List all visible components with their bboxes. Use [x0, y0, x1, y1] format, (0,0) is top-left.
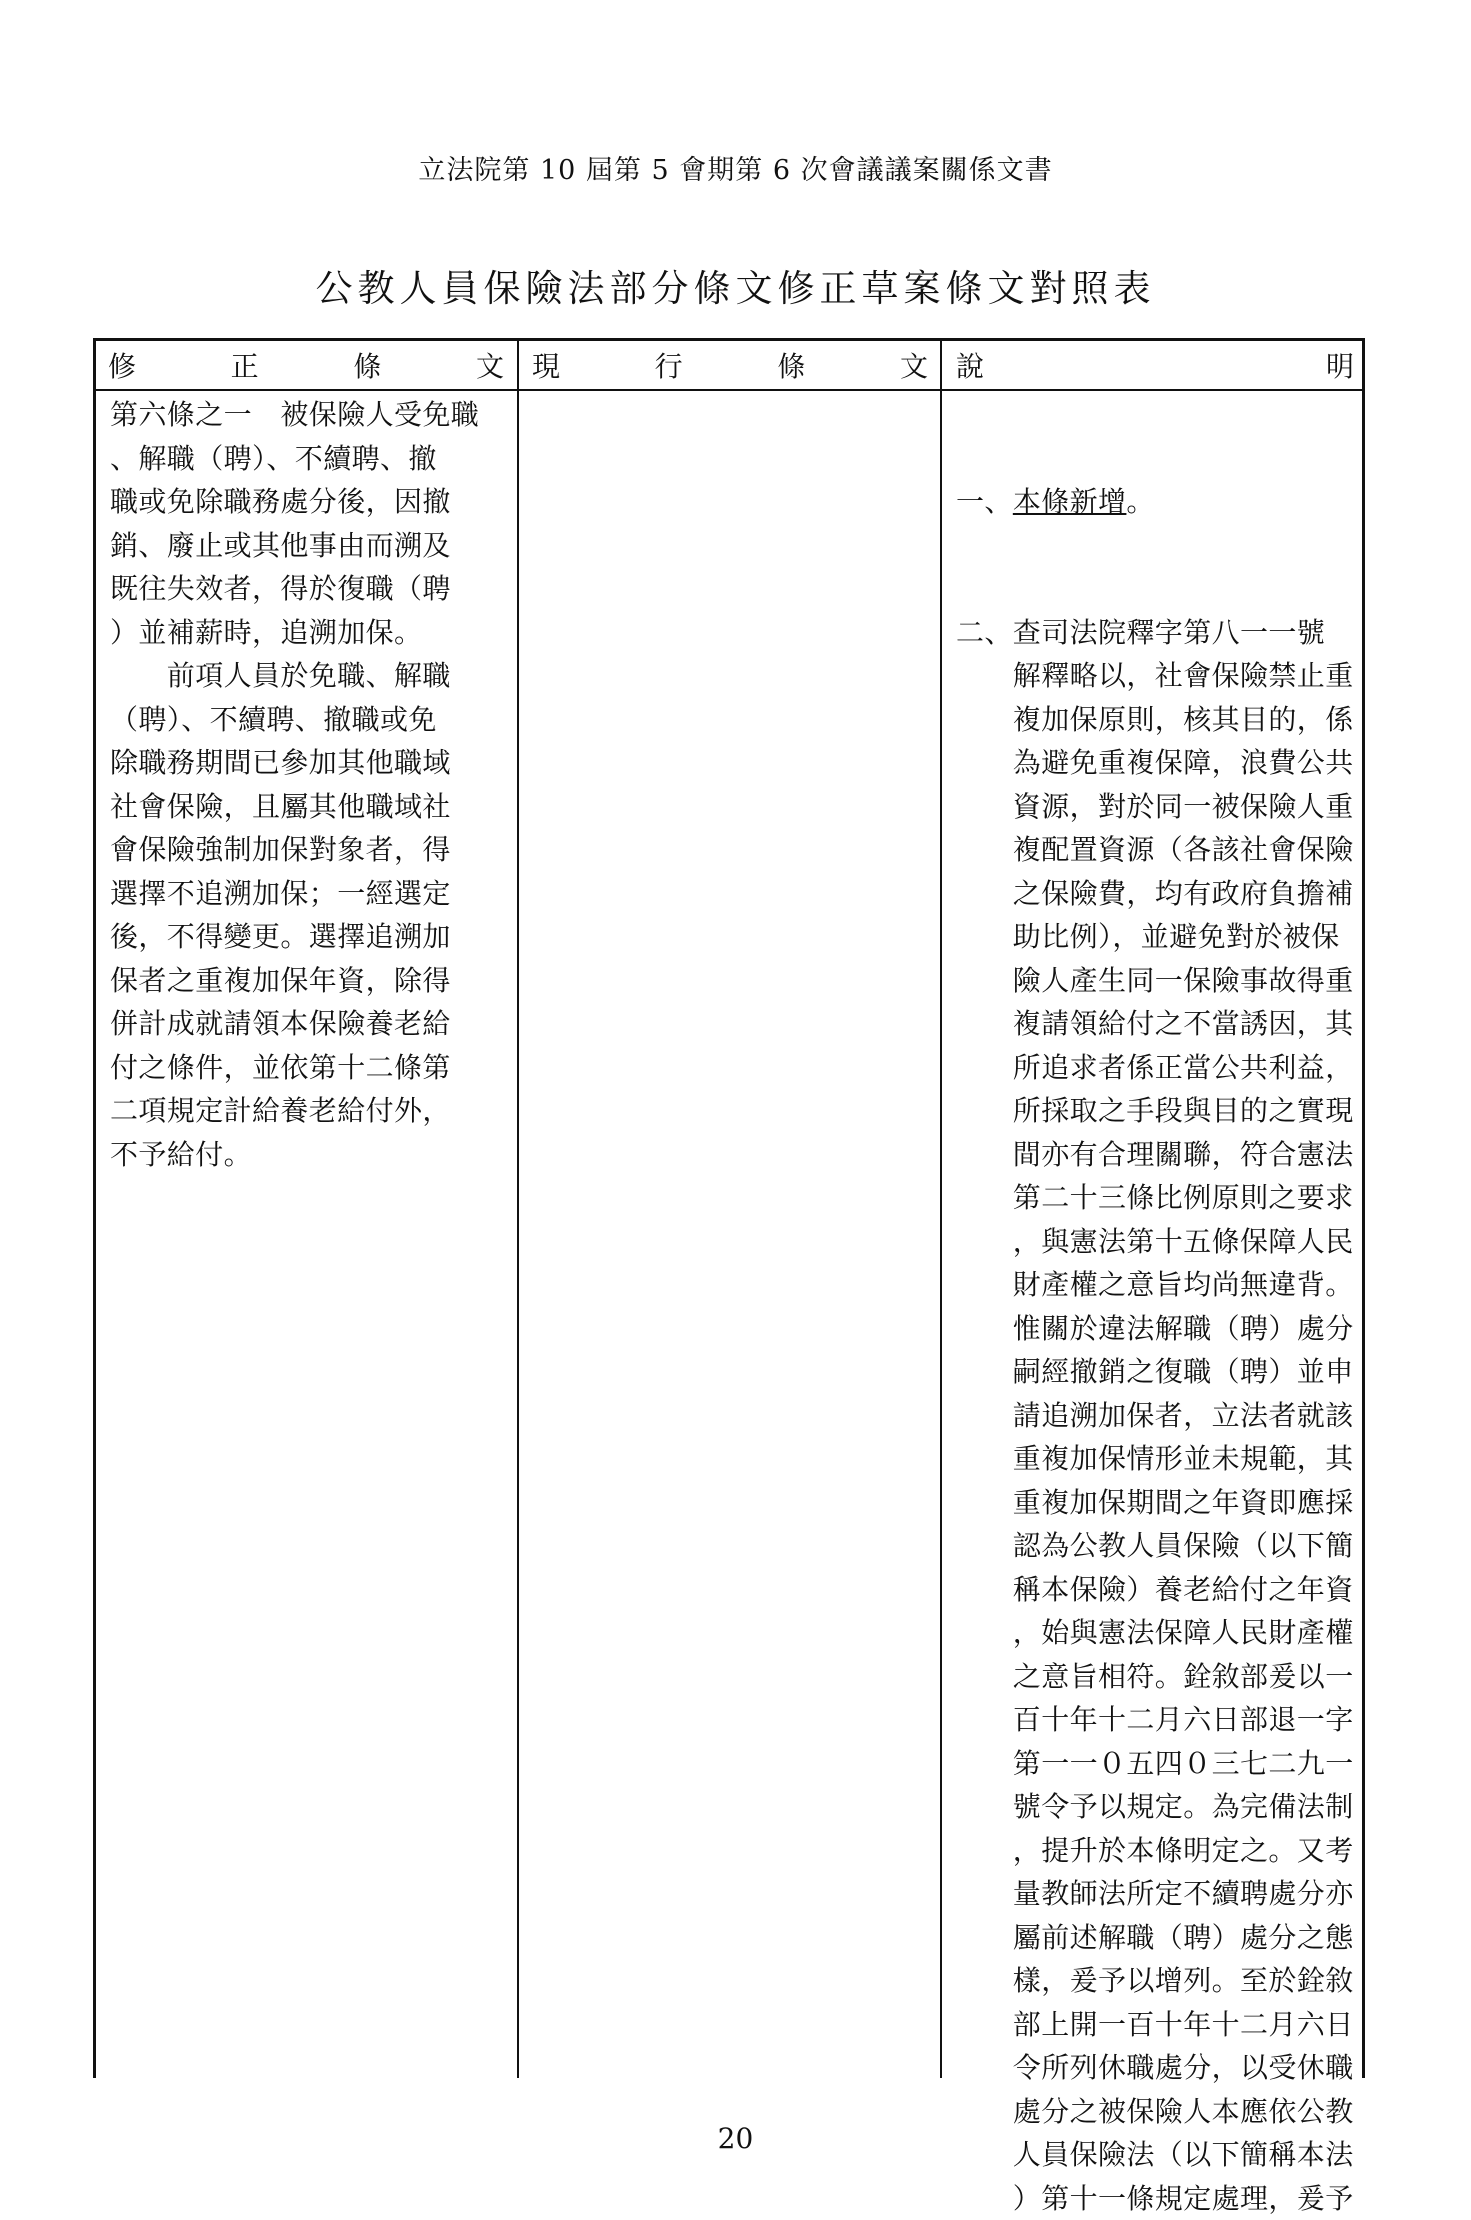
text-line: 人員保險法（以下簡稱本法 — [956, 2133, 1354, 2177]
text-line: ，與憲法第十五條保障人民 — [956, 1220, 1354, 1264]
text-line: 所追求者係正當公共利益， — [956, 1046, 1354, 1090]
text-line: 令所列休職處分，以受休職 — [956, 2046, 1354, 2090]
header-amended-provision — [108, 341, 504, 389]
text-line: ）並補薪時，追溯加保。 — [110, 611, 479, 655]
new-article-note: 本條新增 — [1013, 485, 1127, 518]
note-number: 一、 — [956, 485, 1013, 518]
text-line: 重複加保期間之年資即應採 — [956, 1481, 1354, 1525]
text-line: 二項規定計給養老給付外， — [110, 1089, 479, 1133]
text-line: 後，不得變更。選擇追溯加 — [110, 915, 479, 959]
header-char: 正 — [231, 345, 259, 385]
text-line: （聘）、不續聘、撤職或免 — [110, 698, 479, 742]
text-line: 屬前述解職（聘）處分之態 — [956, 1916, 1354, 1960]
text-line: 部上開一百十年十二月六日 — [956, 2003, 1354, 2047]
text-line: 第六條之一 被保險人受免職 — [110, 393, 479, 437]
text-line: 樣，爰予以增列。至於銓敘 — [956, 1959, 1354, 2003]
text-line: 之意旨相符。銓敘部爰以一 — [956, 1655, 1354, 1699]
text-line: 會保險強制加保對象者，得 — [110, 828, 479, 872]
page-number: 20 — [0, 2122, 1471, 2155]
header-explanation — [956, 341, 1354, 389]
header-char: 行 — [655, 345, 683, 385]
text-line: 量教師法所定不續聘處分亦 — [956, 1872, 1354, 1916]
text-line: 銷、廢止或其他事由而溯及 — [110, 524, 479, 568]
text-line: 所採取之手段與目的之實現 — [956, 1089, 1354, 1133]
text-line: ）第十一條規定處理，爰予 — [956, 2177, 1354, 2220]
text-line: 認為公教人員保險（以下簡 — [956, 1524, 1354, 1568]
text-line: ，始與憲法保障人民財產權 — [956, 1611, 1354, 1655]
text-line: 前項人員於免職、解職 — [110, 654, 479, 698]
header-current-provision — [532, 341, 928, 389]
text-line: 選擇不追溯加保；一經選定 — [110, 872, 479, 916]
text-line: 財產權之意旨均尚無違背。 — [956, 1263, 1354, 1307]
document-header: 立法院第 10 屆第 5 會期第 6 次會議議案關係文書 — [0, 148, 1471, 187]
text-line: 之保險費，均有政府負擔補 — [956, 872, 1354, 916]
header-char: 文 — [476, 345, 504, 385]
text-line: 惟關於違法解職（聘）處分 — [956, 1307, 1354, 1351]
text-line: 請追溯加保者，立法者就該 — [956, 1394, 1354, 1438]
text-line: 助比例），並避免對於被保 — [956, 915, 1354, 959]
text-line: 百十年十二月六日部退一字 — [956, 1698, 1354, 1742]
text-line: 解釋略以，社會保險禁止重 — [956, 654, 1354, 698]
text-line: 付之條件，並依第十二條第 — [110, 1046, 479, 1090]
text-line: 複配置資源（各該社會保險 — [956, 828, 1354, 872]
text-line: 稱本保險）養老給付之年資 — [956, 1568, 1354, 1612]
text-line: 保者之重複加保年資，除得 — [110, 959, 479, 1003]
text-line: 處分之被保險人本應依公教 — [956, 2090, 1354, 2134]
header-char: 條 — [777, 345, 805, 385]
text-line: 第一一０五四０三七二九一 — [956, 1742, 1354, 1786]
amended-provision-text — [110, 393, 479, 1176]
comparison-table — [93, 338, 1365, 2078]
column-divider — [517, 341, 519, 2078]
text-line: 二、查司法院釋字第八一一號 — [956, 611, 1354, 655]
text-line: 第二十三條比例原則之要求 — [956, 1176, 1354, 1220]
explanation-text — [956, 393, 1354, 2220]
text-line: 重複加保情形並未規範，其 — [956, 1437, 1354, 1481]
header-char: 條 — [353, 345, 381, 385]
header-char: 現 — [532, 345, 560, 385]
document-title: 公教人員保險法部分條文修正草案條文對照表 — [0, 258, 1471, 312]
text-line: 既往失效者，得於復職（聘 — [110, 567, 479, 611]
text-line: 不予給付。 — [110, 1133, 479, 1177]
header-divider — [96, 389, 1362, 391]
text-line: 險人產生同一保險事故得重 — [956, 959, 1354, 1003]
text-line: 間亦有合理關聯，符合憲法 — [956, 1133, 1354, 1177]
text-line: 職或免除職務處分後，因撤 — [110, 480, 479, 524]
note-item-1 — [956, 480, 1354, 524]
text-line: 、解職（聘）、不續聘、撤 — [110, 437, 479, 481]
column-divider — [940, 341, 942, 2078]
text-line: 嗣經撤銷之復職（聘）並申 — [956, 1350, 1354, 1394]
text-line: 號令予以規定。為完備法制 — [956, 1785, 1354, 1829]
text-line: 複請領給付之不當誘因，其 — [956, 1002, 1354, 1046]
text-line: 複加保原則，核其目的，係 — [956, 698, 1354, 742]
text-line: 為避免重複保障，浪費公共 — [956, 741, 1354, 785]
header-char: 說 — [956, 345, 984, 385]
text-line: 併計成就請領本保險養老給 — [110, 1002, 479, 1046]
text-line: 社會保險，且屬其他職域社 — [110, 785, 479, 829]
note-punct: 。 — [1126, 485, 1154, 518]
text-line: ，提升於本條明定之。又考 — [956, 1829, 1354, 1873]
text-line: 除職務期間已參加其他職域 — [110, 741, 479, 785]
header-char: 明 — [1326, 345, 1354, 385]
text-line: 資源，對於同一被保險人重 — [956, 785, 1354, 829]
header-char: 修 — [108, 345, 136, 385]
header-char: 文 — [900, 345, 928, 385]
